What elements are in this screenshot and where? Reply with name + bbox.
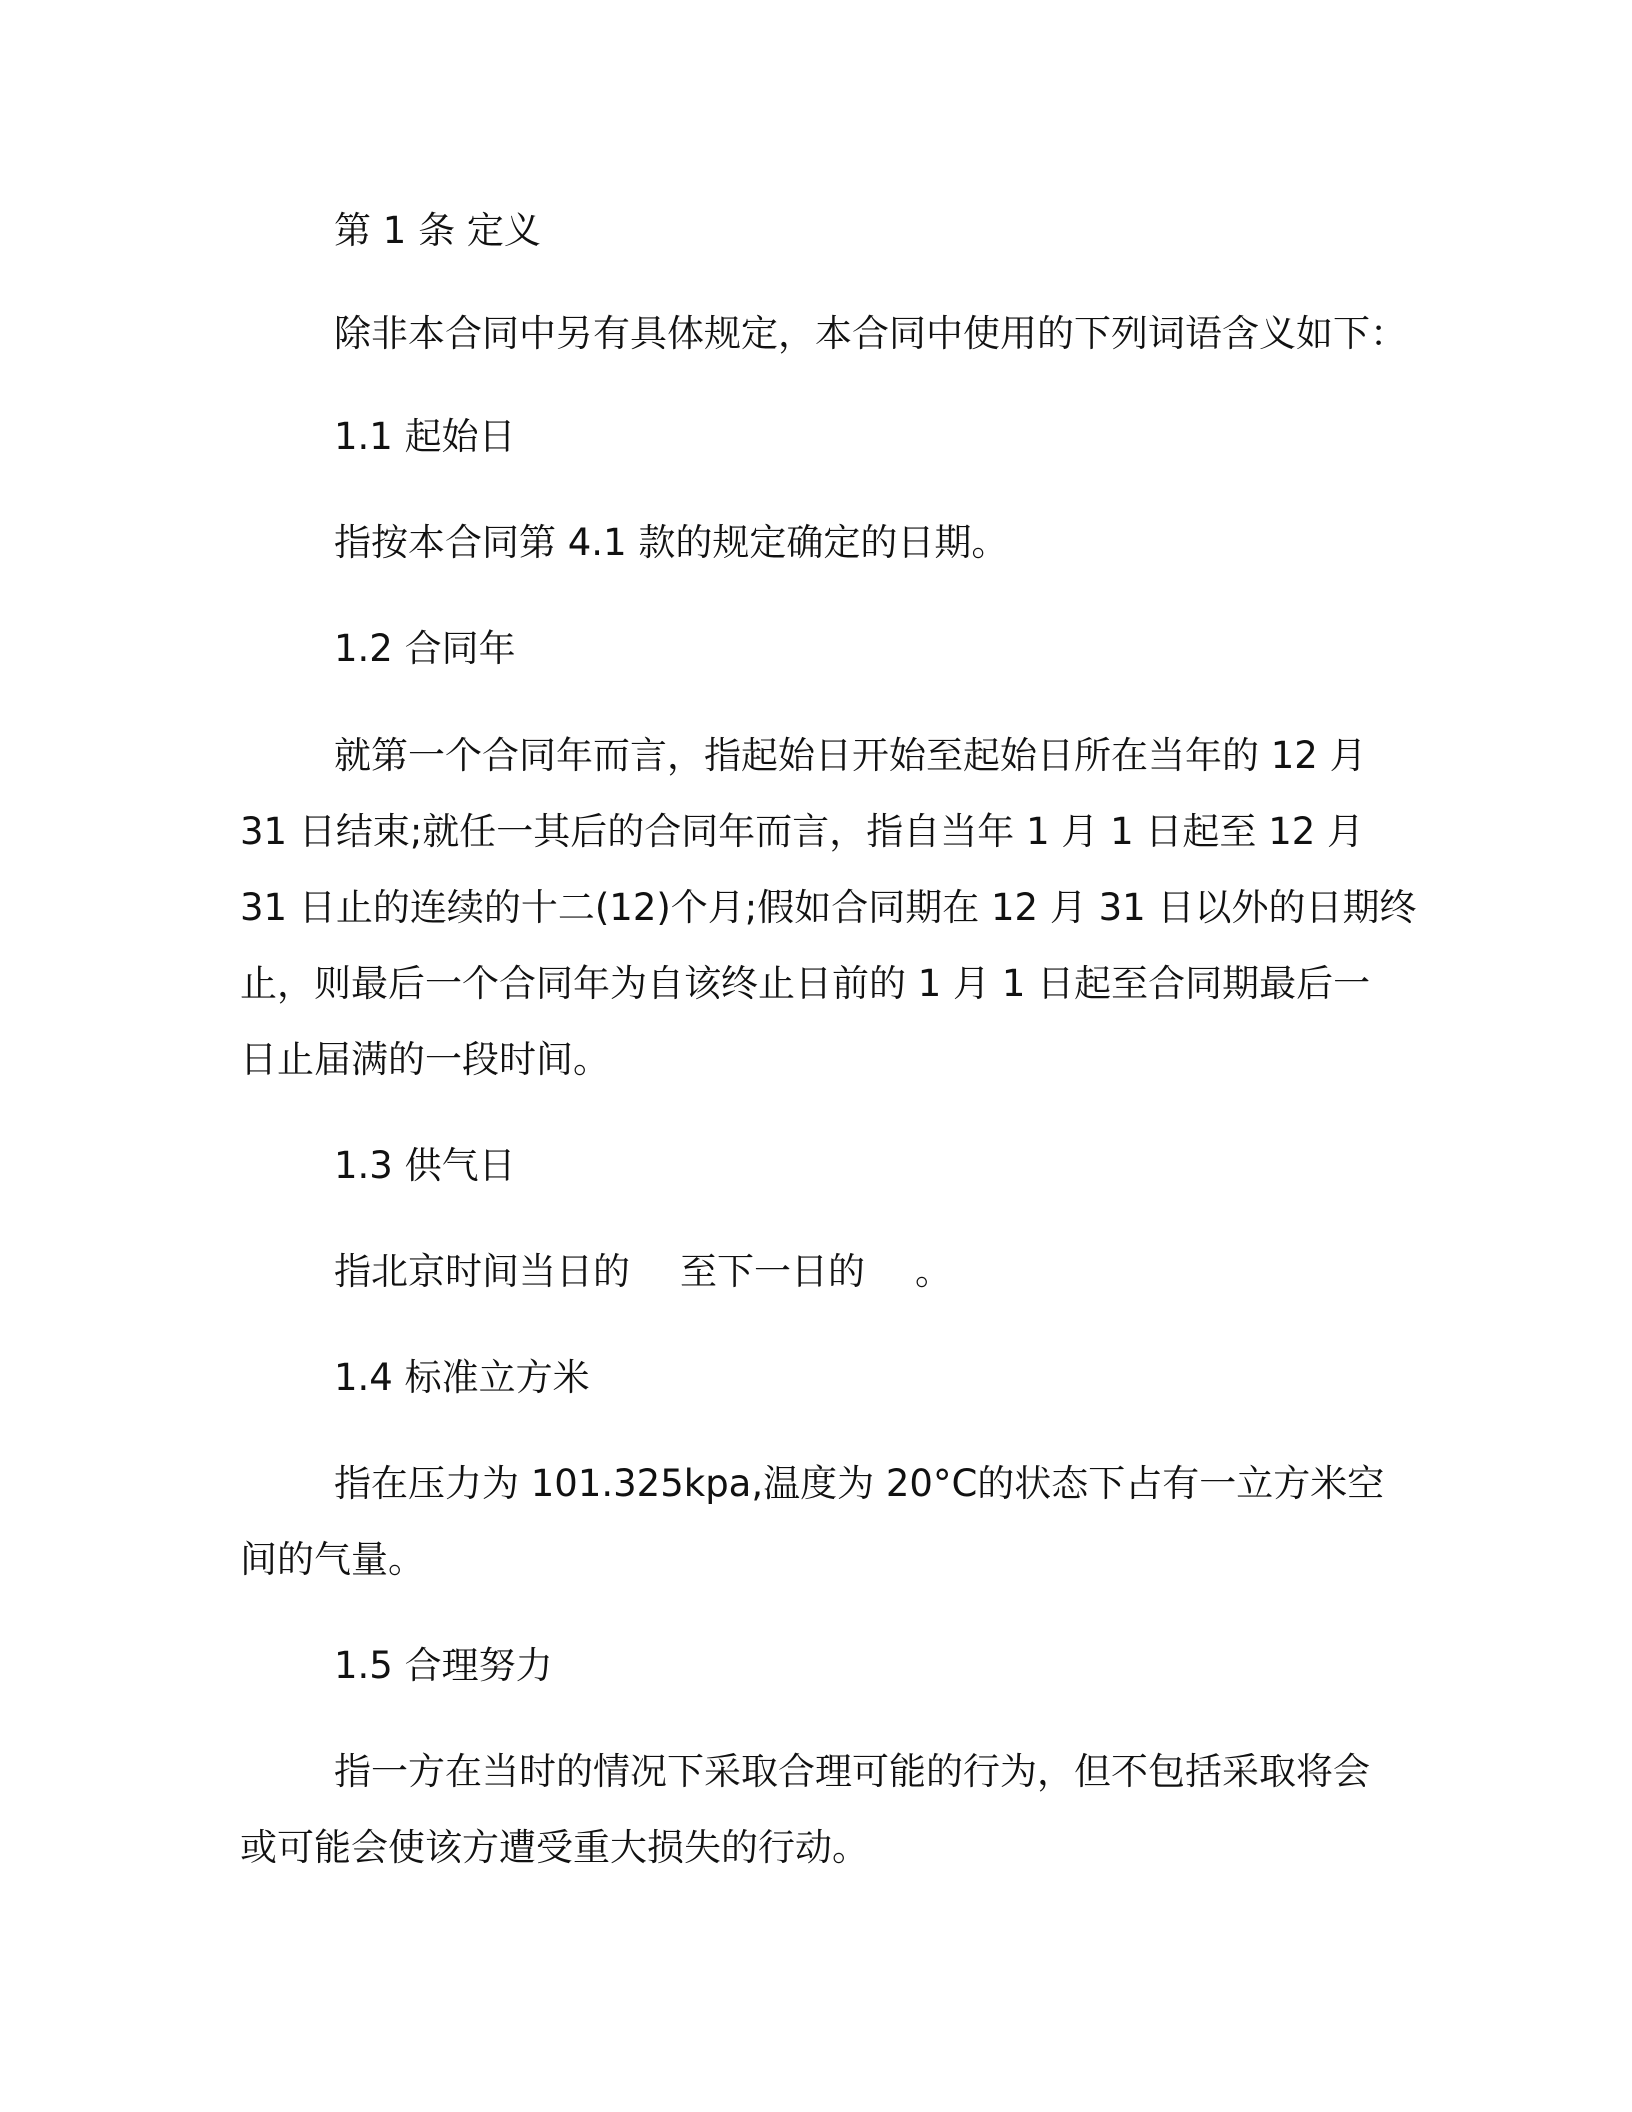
section-1-4-title: 1.4 标准立方米 <box>334 1356 590 1399</box>
section-1-4-line-1: 指在压力为 101.325kpa,温度为 20°C的状态下占有一立方米空 <box>334 1462 1385 1505</box>
section-1-2-line-3: 31 日止的连续的十二(12)个月;假如合同期在 12 月 31 日以外的日期终 <box>240 886 1417 929</box>
article-intro: 除非本合同中另有具体规定，本合同中使用的下列词语含义如下： <box>334 312 1407 355</box>
section-1-1-title: 1.1 起始日 <box>334 415 516 458</box>
section-1-3-body-part-1: 指北京时间当日的 <box>334 1250 630 1293</box>
section-1-5-title: 1.5 合理努力 <box>334 1644 553 1687</box>
article-heading: 第 1 条 定义 <box>334 209 541 252</box>
section-1-3-body-part-3: 。 <box>915 1250 952 1293</box>
section-1-3-title: 1.3 供气日 <box>334 1144 516 1187</box>
section-1-2-title: 1.2 合同年 <box>334 627 516 670</box>
section-1-5-line-1: 指一方在当时的情况下采取合理可能的行为，但不包括采取将会 <box>334 1750 1370 1793</box>
section-1-3-body-part-2: 至下一日的 <box>680 1250 865 1293</box>
section-1-3-body <box>240 1234 1392 1310</box>
section-1-2-line-5: 日止届满的一段时间。 <box>240 1038 610 1081</box>
section-1-2-line-1: 就第一个合同年而言，指起始日开始至起始日所在当年的 12 月 <box>334 734 1367 777</box>
section-1-1-body: 指按本合同第 4.1 款的规定确定的日期。 <box>334 521 1009 564</box>
section-1-2-line-4: 止，则最后一个合同年为自该终止日前的 1 月 1 日起至合同期最后一 <box>240 962 1371 1005</box>
section-1-2-line-2: 31 日结束;就任一其后的合同年而言，指自当年 1 月 1 日起至 12 月 <box>240 810 1365 853</box>
section-1-5-line-2: 或可能会使该方遭受重大损失的行动。 <box>240 1826 869 1869</box>
section-1-4-line-2: 间的气量。 <box>240 1538 425 1581</box>
